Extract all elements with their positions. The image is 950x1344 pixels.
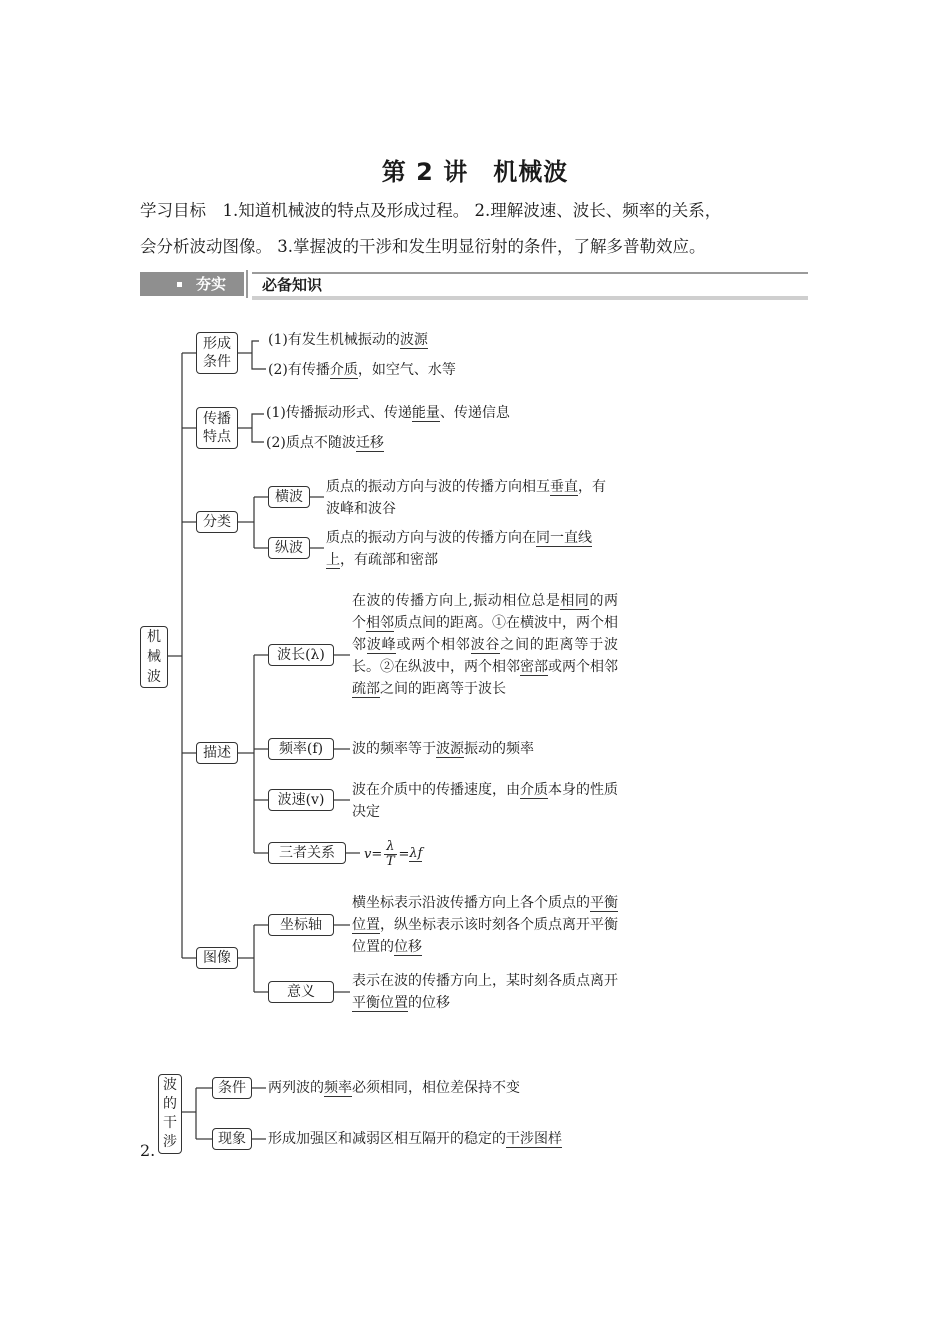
wave-speed-desc: 波在介质中的传播速度，由介质本身的性质决定 bbox=[352, 782, 618, 820]
blank-answer: 波谷 bbox=[470, 637, 501, 653]
formula-v: v= bbox=[364, 846, 383, 862]
formula-denominator: T bbox=[386, 853, 395, 869]
blank-answer: 波源 bbox=[436, 741, 464, 757]
transverse-wave-desc: 质点的振动方向与波的传播方向相互垂直，有波峰和波谷 bbox=[326, 479, 606, 517]
learning-goals-line-1: 学习目标 1.知道机械波的特点及形成过程。 2.理解波速、波长、频率的关系， bbox=[140, 201, 722, 220]
meaning-desc: 表示在波的传播方向上，某时刻各质点离开平衡位置的位移 bbox=[352, 973, 618, 1011]
node-condition: 条件 bbox=[212, 1077, 252, 1099]
node-frequency: 频率(f) bbox=[268, 738, 334, 760]
node-meaning: 意义 bbox=[268, 981, 334, 1003]
blank-answer: 介质 bbox=[520, 782, 548, 798]
wavelength-desc: 在波的传播方向上,振动相位总是相同的两个相邻质点间的距离。①在横波中，两个相邻波峰或两个相邻波谷之间的距离等于波长。②在纵波中，两个相邻密部或两个相邻疏部之间的距离等于波长 bbox=[352, 593, 619, 697]
node-transverse-wave: 横波 bbox=[268, 486, 310, 508]
node-phenomenon: 现象 bbox=[212, 1128, 252, 1150]
root-node-label: 机械波 bbox=[147, 629, 161, 685]
node-axes: 坐标轴 bbox=[268, 914, 334, 936]
blank-answer: 平衡位置 bbox=[352, 895, 618, 933]
formula-fraction bbox=[384, 840, 396, 869]
node-wavelength: 波长(λ) bbox=[268, 644, 334, 666]
page-title: 第 2 讲 机械波 bbox=[381, 158, 569, 186]
blank-answer: 相邻 bbox=[366, 615, 394, 631]
root-node-mechanical-wave bbox=[140, 626, 168, 688]
node-longitudinal-wave: 纵波 bbox=[268, 537, 310, 559]
section-bar-right-label: 必备知识 bbox=[262, 276, 323, 294]
blank-answer: 波源 bbox=[399, 332, 428, 348]
blank-answer: 相同 bbox=[560, 593, 590, 609]
node-description: 描述 bbox=[196, 742, 238, 764]
propagation-item-1: (1)传播振动形式、传递能量、传递信息 bbox=[266, 405, 510, 421]
node-three-relation: 三者关系 bbox=[268, 842, 346, 864]
blank-answer: 介质 bbox=[329, 362, 358, 378]
blank-answer: 垂直 bbox=[550, 479, 578, 495]
blank-answer: 迁移 bbox=[355, 435, 384, 451]
frequency-desc: 波的频率等于波源振动的频率 bbox=[352, 741, 534, 757]
blank-answer: λf bbox=[409, 846, 423, 861]
blank-answer: 平衡位置 bbox=[352, 995, 408, 1011]
node-formation-conditions-label: 形成条件 bbox=[203, 336, 231, 370]
node-propagation-features bbox=[196, 407, 238, 449]
formula-equals: = bbox=[398, 846, 410, 862]
blank-answer: 频率 bbox=[324, 1080, 352, 1096]
blank-answer: 能量 bbox=[411, 405, 440, 421]
axes-desc: 横坐标表示沿波传播方向上各个质点的平衡位置，纵坐标表示该时刻各个质点离开平衡位置的位移 bbox=[352, 895, 618, 955]
node-formation-conditions bbox=[196, 332, 238, 374]
formation-item-2: (2)有传播介质，如空气、水等 bbox=[268, 362, 456, 378]
phenomenon-desc: 形成加强区和减弱区相互隔开的稳定的干涉图样 bbox=[268, 1131, 562, 1147]
relation-formula bbox=[364, 834, 422, 874]
blank-answer: 位移 bbox=[394, 939, 422, 955]
section-bar-left-label: 夯实 bbox=[196, 275, 227, 293]
condition-desc: 两列波的频率必须相同，相位差保持不变 bbox=[268, 1080, 520, 1096]
longitudinal-wave-desc: 质点的振动方向与波的传播方向在同一直线上，有疏部和密部 bbox=[326, 530, 592, 568]
section-number-2: 2. bbox=[140, 1141, 156, 1160]
blank-answer: 波峰 bbox=[366, 637, 397, 653]
blank-answer: 同一直线上 bbox=[326, 530, 592, 568]
blank-answer: 干涉图样 bbox=[506, 1131, 562, 1147]
node-graph: 图像 bbox=[196, 947, 238, 969]
root-node-interference bbox=[158, 1074, 182, 1154]
formation-item-1: (1)有发生机械振动的波源 bbox=[268, 332, 428, 348]
formula-numerator: λ bbox=[386, 838, 395, 854]
root-node-interference-label: 波的干涉 bbox=[163, 1077, 177, 1150]
blank-answer: 密部 bbox=[520, 659, 548, 675]
propagation-item-2: (2)质点不随波迁移 bbox=[266, 435, 384, 451]
blank-answer: 疏部 bbox=[352, 681, 380, 697]
node-propagation-features-label: 传播特点 bbox=[203, 411, 231, 445]
learning-goals-line-2: 会分析波动图像。 3.掌握波的干涉和发生明显衍射的条件，了解多普勒效应。 bbox=[140, 237, 706, 256]
node-wave-speed: 波速(v) bbox=[268, 789, 334, 811]
node-classification: 分类 bbox=[196, 511, 238, 533]
